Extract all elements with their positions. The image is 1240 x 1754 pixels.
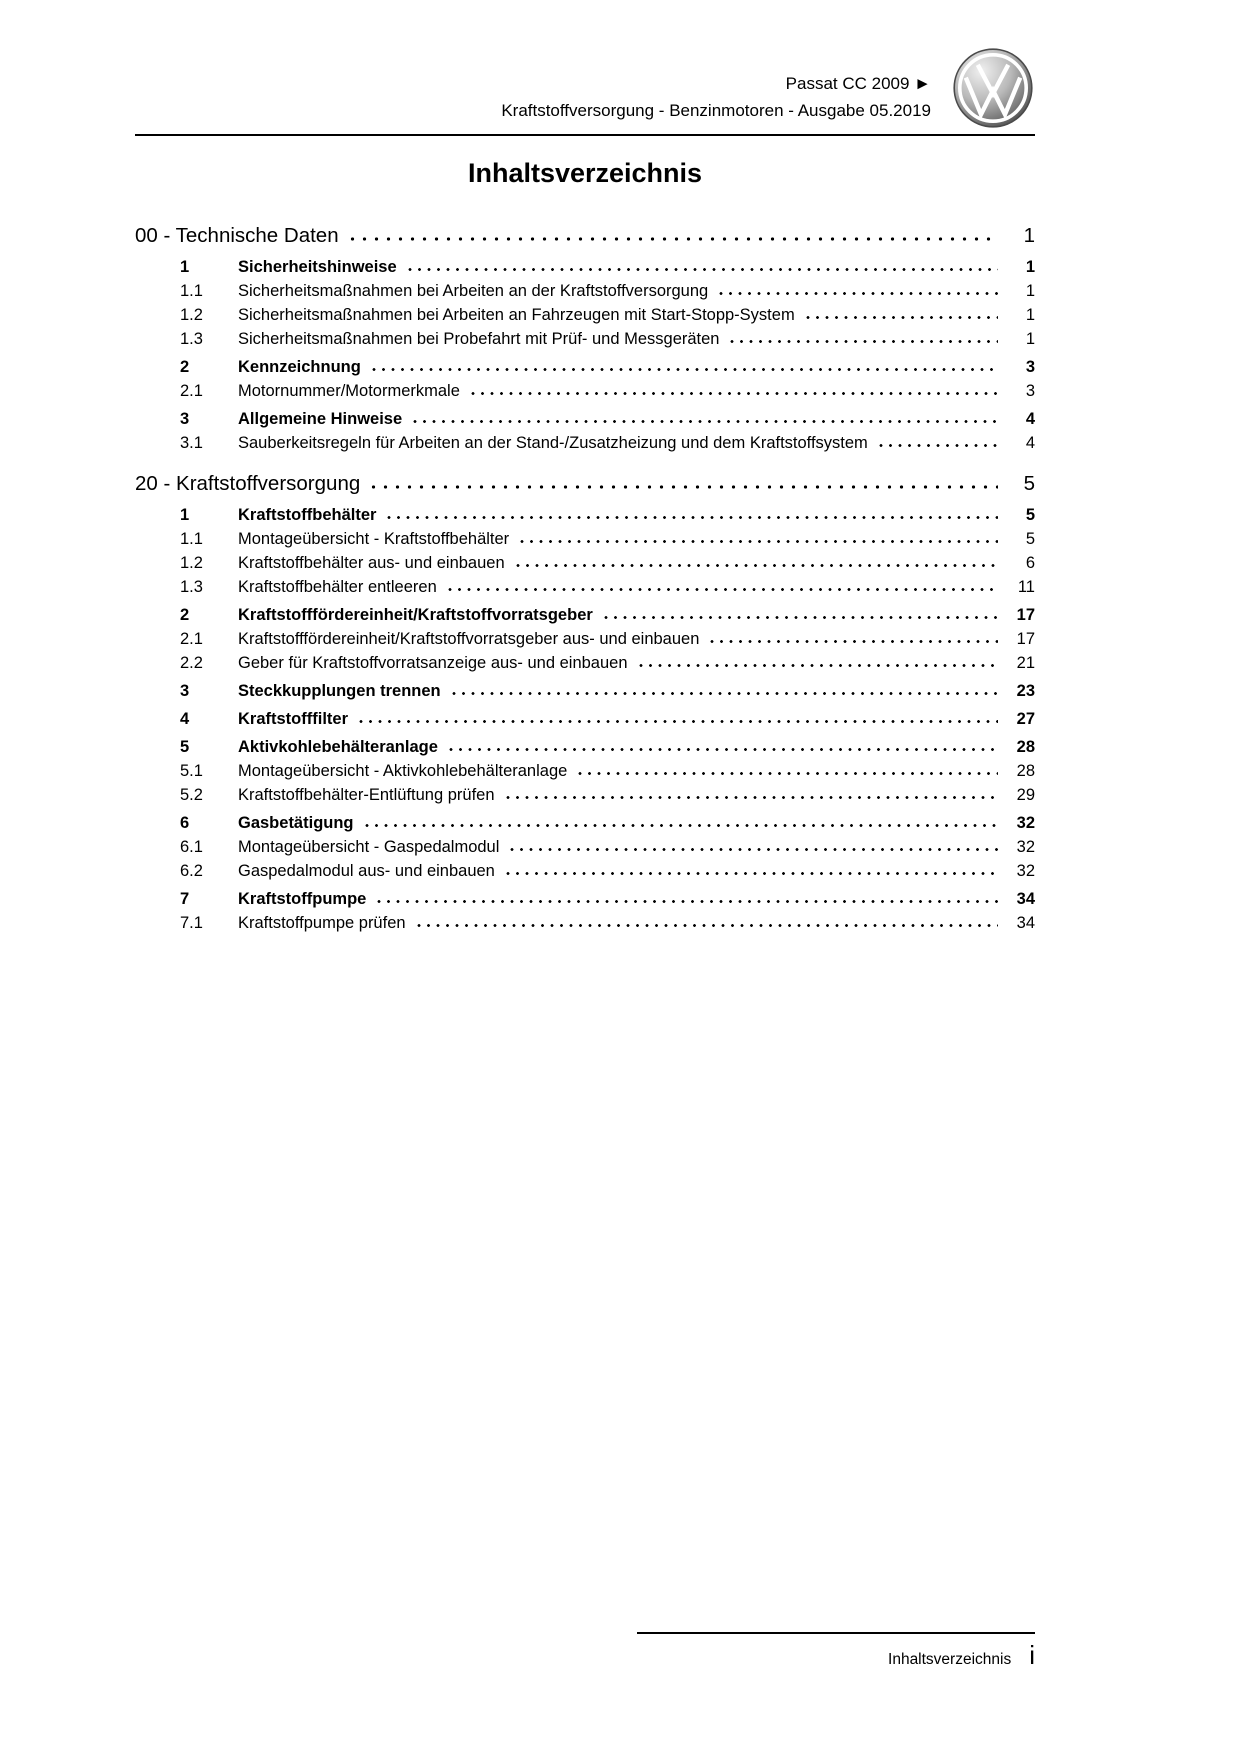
toc-entry-page: 32	[1016, 814, 1035, 832]
toc-entry-number: 2	[180, 358, 190, 376]
toc-entry-page: 6	[1025, 554, 1035, 572]
toc-entry-page: 1	[1023, 224, 1035, 247]
toc-leader-dots	[372, 367, 998, 372]
toc-leader-dots	[365, 823, 998, 828]
toc-leader-dots	[730, 339, 998, 344]
toc-leader-dots	[417, 923, 998, 928]
toc-entry-title: Montageübersicht - Kraftstoffbehälter	[238, 530, 510, 548]
toc-leader-dots	[578, 771, 998, 776]
toc-entry	[135, 811, 1035, 835]
toc-entry	[135, 279, 1035, 303]
footer-section-label: Inhaltsverzeichnis	[888, 1651, 1012, 1668]
toc-entry-page: 1	[1025, 330, 1035, 348]
toc-entry-number: 4	[180, 710, 190, 728]
toc-entry-title: Kraftstoffbehälter entleeren	[238, 578, 437, 596]
toc-entry-title: Kraftstofffilter	[238, 710, 348, 728]
toc-entry-title: Aktivkohlebehälteranlage	[238, 738, 438, 756]
toc-entry-number: 1	[180, 258, 190, 276]
toc-leader-dots	[506, 871, 998, 876]
toc-entry-page: 28	[1016, 762, 1035, 780]
document-header	[135, 0, 1035, 136]
header-text-block	[135, 70, 1035, 124]
toc-leader-dots	[604, 615, 998, 620]
toc-leader-dots	[710, 639, 998, 644]
toc-list	[135, 223, 1035, 935]
toc-leader-dots	[520, 539, 998, 544]
toc-entry-number: 5	[180, 738, 190, 756]
toc-entry	[135, 627, 1035, 651]
toc-entry-title: Kraftstoffpumpe prüfen	[238, 914, 406, 932]
toc-entry	[135, 327, 1035, 351]
toc-entry	[135, 887, 1035, 911]
toc-entry-title: Montageübersicht - Gaspedalmodul	[238, 838, 500, 856]
toc-entry-page: 3	[1025, 382, 1035, 400]
toc-entry-title: Motornummer/Motormerkmale	[238, 382, 460, 400]
toc-entry-number: 5.2	[180, 786, 203, 804]
toc-entry-title: 00 - Technische Daten	[135, 224, 339, 247]
toc-entry-page: 23	[1016, 682, 1035, 700]
toc-leader-dots	[806, 315, 998, 320]
toc-entry-page: 17	[1016, 606, 1035, 624]
toc-leader-dots	[452, 691, 998, 696]
toc-entry	[135, 431, 1035, 455]
toc-entry-number: 3.1	[180, 434, 203, 452]
toc-entry-number: 2	[180, 606, 190, 624]
toc-entry-page: 21	[1016, 654, 1035, 672]
header-document-title: Kraftstoffversorgung - Benzinmotoren - Ausgabe 05.2019	[501, 101, 931, 120]
toc-entry-page: 3	[1025, 358, 1035, 376]
toc-entry	[135, 735, 1035, 759]
toc-entry	[135, 503, 1035, 527]
toc-entry-title: Sauberkeitsregeln für Arbeiten an der Stand-/Zusatzheizung und dem Kraftstoffsystem	[238, 434, 868, 452]
toc-entry	[135, 859, 1035, 883]
toc-entry-page: 4	[1025, 434, 1035, 452]
toc-entry-title: Kennzeichnung	[238, 358, 361, 376]
toc-entry	[135, 527, 1035, 551]
toc-entry-title: Sicherheitsmaßnahmen bei Probefahrt mit Prüf- und Messgeräten	[238, 330, 720, 348]
toc-entry-page: 17	[1016, 630, 1035, 648]
toc-entry-title: Kraftstofffördereinheit/Kraftstoffvorratsgeber	[238, 606, 593, 624]
toc-entry	[135, 303, 1035, 327]
toc-entry-page: 1	[1025, 282, 1035, 300]
toc-leader-dots	[387, 515, 998, 520]
toc-entry	[135, 471, 1035, 497]
page-title: Inhaltsverzeichnis	[467, 158, 703, 188]
toc-entry	[135, 911, 1035, 935]
toc-leader-dots	[350, 236, 998, 242]
toc-entry	[135, 835, 1035, 859]
toc-entry-page: 1	[1025, 258, 1035, 276]
toc-entry-number: 7.1	[180, 914, 203, 932]
footer-page-number: i	[1029, 1640, 1035, 1670]
toc-entry-number: 1.1	[180, 530, 203, 548]
toc-entry-page: 5	[1025, 530, 1035, 548]
toc-entry-number: 1.3	[180, 578, 203, 596]
toc-entry-number: 6	[180, 814, 190, 832]
toc-entry-page: 34	[1016, 890, 1035, 908]
toc-entry-number: 6.1	[180, 838, 203, 856]
toc-entry-number: 7	[180, 890, 190, 908]
document-page	[135, 0, 1035, 935]
toc-entry-title: Kraftstoffbehälter	[238, 506, 377, 524]
toc-entry-page: 32	[1016, 862, 1035, 880]
toc-leader-dots	[413, 419, 998, 424]
toc-entry	[135, 603, 1035, 627]
toc-entry-title: Kraftstofffördereinheit/Kraftstoffvorratsgeber aus- und einbauen	[238, 630, 700, 648]
toc-entry	[135, 551, 1035, 575]
toc-leader-dots	[719, 291, 998, 296]
toc-entry	[135, 679, 1035, 703]
toc-entry-number: 2.1	[180, 630, 203, 648]
footer-text-block	[135, 1634, 1035, 1671]
toc-entry-number: 1.1	[180, 282, 203, 300]
toc-leader-dots	[510, 847, 998, 852]
toc-entry-number: 1	[180, 506, 190, 524]
toc-entry-page: 5	[1025, 506, 1035, 524]
toc-entry	[135, 355, 1035, 379]
toc-entry	[135, 575, 1035, 599]
toc-entry	[135, 783, 1035, 807]
toc-entry-title: Sicherheitsmaßnahmen bei Arbeiten an der Kraftstoffversorgung	[238, 282, 709, 300]
toc-entry-page: 27	[1016, 710, 1035, 728]
toc-entry-title: 20 - Kraftstoffversorgung	[135, 472, 361, 495]
toc-entry	[135, 651, 1035, 675]
toc-entry-title: Gasbetätigung	[238, 814, 354, 832]
toc-entry	[135, 707, 1035, 731]
toc-entry-page: 32	[1016, 838, 1035, 856]
header-model-line: Passat CC 2009 ►	[785, 74, 931, 93]
toc-entry-title: Allgemeine Hinweise	[238, 410, 403, 428]
toc-entry-title: Kraftstoffbehälter-Entlüftung prüfen	[238, 786, 495, 804]
vw-logo-icon	[953, 48, 1033, 128]
toc-entry-number: 3	[180, 682, 190, 700]
toc-leader-dots	[471, 391, 998, 396]
toc-leader-dots	[359, 719, 998, 724]
toc-entry-number: 5.1	[180, 762, 203, 780]
document-footer	[135, 1632, 1035, 1671]
toc-leader-dots	[449, 747, 998, 752]
toc-entry-page: 29	[1016, 786, 1035, 804]
toc-leader-dots	[448, 587, 998, 592]
toc-leader-dots	[377, 899, 998, 904]
toc-entry-number: 2.1	[180, 382, 203, 400]
toc-entry-title: Geber für Kraftstoffvorratsanzeige aus- und einbauen	[238, 654, 628, 672]
toc-entry	[135, 379, 1035, 403]
toc-entry-page: 4	[1025, 410, 1035, 428]
toc-entry-number: 1.3	[180, 330, 203, 348]
toc-entry-page: 11	[1017, 578, 1035, 596]
toc-entry-number: 1.2	[180, 554, 203, 572]
toc-entry-number: 2.2	[180, 654, 203, 672]
toc-entry-title: Kraftstoffbehälter aus- und einbauen	[238, 554, 505, 572]
toc-entry-number: 1.2	[180, 306, 203, 324]
toc-entry-title: Sicherheitsmaßnahmen bei Arbeiten an Fahrzeugen mit Start-Stopp-System	[238, 306, 795, 324]
toc-leader-dots	[639, 663, 998, 668]
toc-entry-title: Steckkupplungen trennen	[238, 682, 441, 700]
toc-entry-title: Kraftstoffpumpe	[238, 890, 367, 908]
toc-entry	[135, 255, 1035, 279]
toc-entry	[135, 759, 1035, 783]
toc-entry-page: 28	[1016, 738, 1035, 756]
toc-leader-dots	[371, 484, 998, 490]
toc-leader-dots	[879, 443, 998, 448]
toc-entry-number: 6.2	[180, 862, 203, 880]
toc-entry	[135, 407, 1035, 431]
toc-entry-page: 5	[1023, 472, 1035, 495]
toc-entry-page: 34	[1016, 914, 1035, 932]
toc-leader-dots	[408, 267, 998, 272]
toc-leader-dots	[516, 563, 998, 568]
toc-leader-dots	[506, 795, 998, 800]
toc-entry-title: Sicherheitshinweise	[238, 258, 397, 276]
toc-entry-number: 3	[180, 410, 190, 428]
toc-entry	[135, 223, 1035, 249]
toc-entry-title: Gaspedalmodul aus- und einbauen	[238, 862, 495, 880]
toc-entry-title: Montageübersicht - Aktivkohlebehälteranlage	[238, 762, 568, 780]
toc-entry-page: 1	[1025, 306, 1035, 324]
